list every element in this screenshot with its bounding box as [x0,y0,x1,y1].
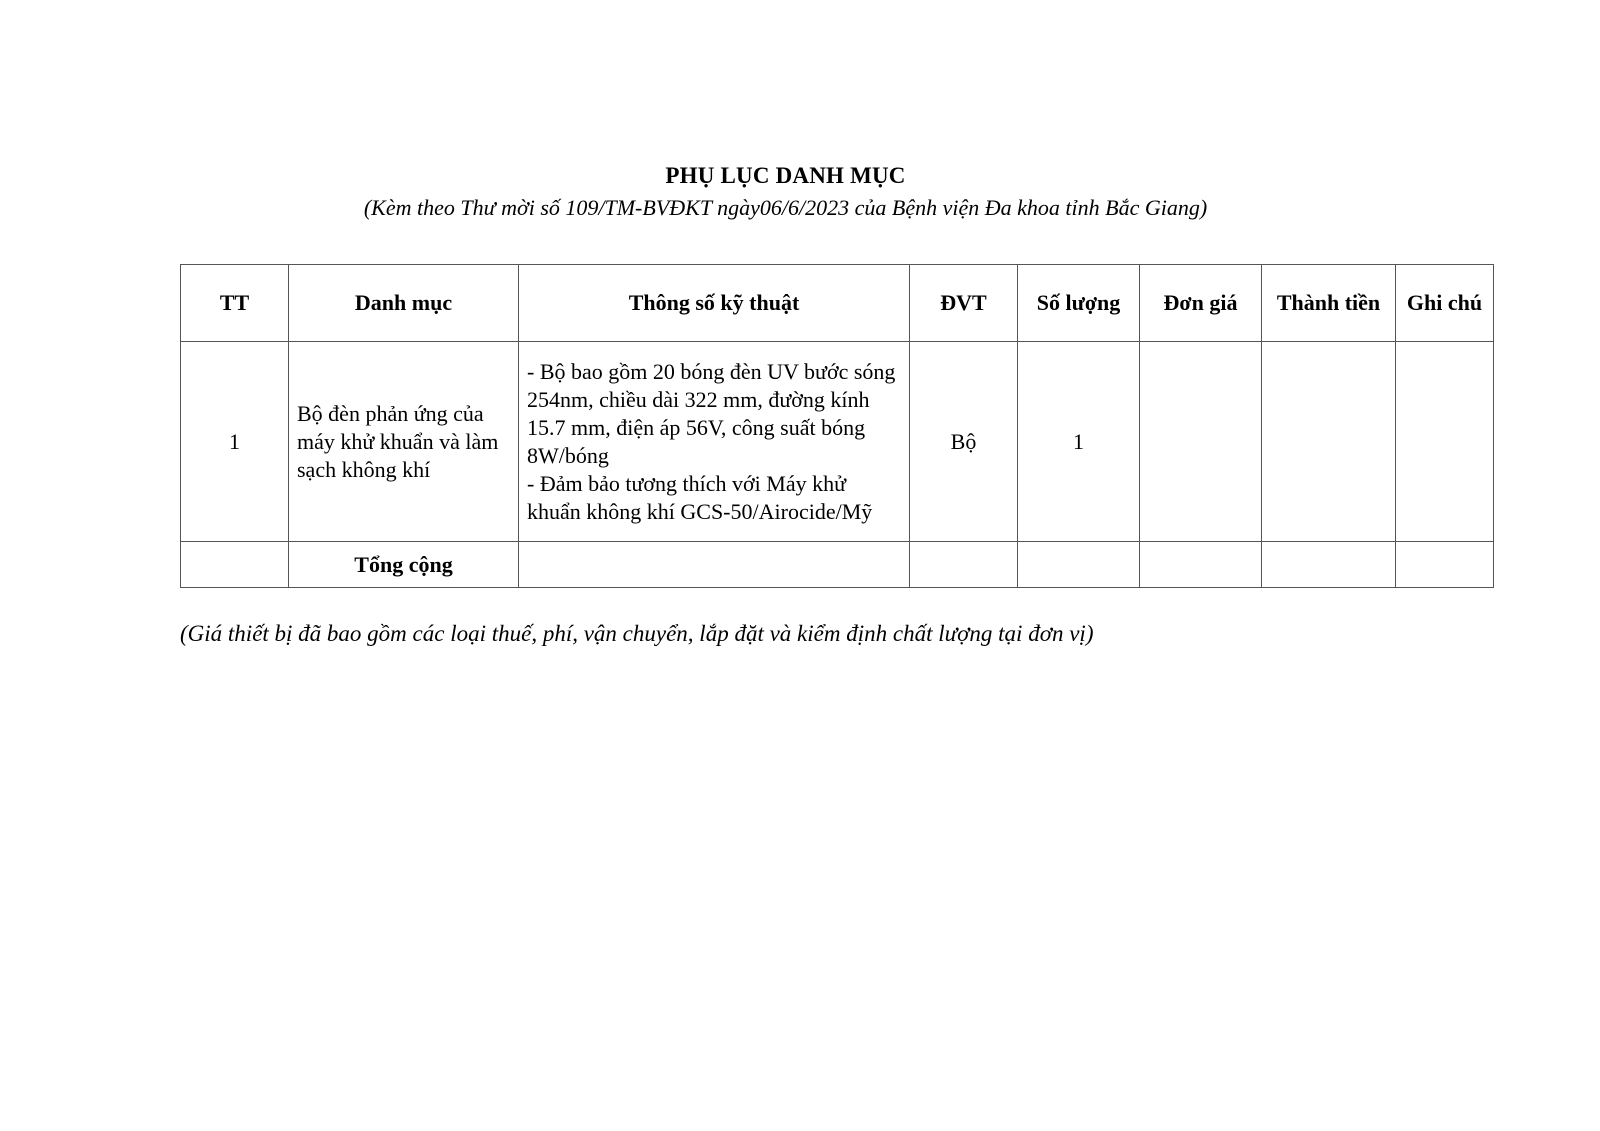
header-thong-so: Thông số kỹ thuật [519,265,910,342]
table-row [181,342,1494,542]
cell-tt: 1 [181,342,289,542]
total-cell-empty [1262,542,1396,588]
total-cell-empty [1018,542,1140,588]
page-subtitle: (Kèm theo Thư mời số 109/TM-BVĐKT ngày06/6/2023 của Bệnh viện Đa khoa tỉnh Bắc Giang) [363,195,1208,220]
header-so-luong: Số lượng [1018,265,1140,342]
cell-thanh-tien [1262,342,1396,542]
spec-line: - Bộ bao gồm 20 bóng đèn UV bước sóng 254nm, chiều dài 322 mm, đường kính 15.7 mm, điện áp 56V, công suất bóng 8W/bóng [527,358,896,468]
total-row [181,542,1494,588]
cell-don-gia [1140,342,1262,542]
cell-thong-so [519,342,910,542]
footnote: (Giá thiết bị đã bao gồm các loại thuế, phí, vận chuyển, lắp đặt và kiểm định chất lượng tại đơn vị) [180,621,1094,646]
total-cell-empty [181,542,289,588]
header-tt: TT [181,265,289,342]
header-thanh-tien: Thành tiền [1262,265,1396,342]
header-ghi-chu: Ghi chú [1396,265,1494,342]
cell-dvt: Bộ [910,342,1018,542]
cell-danh-muc: Bộ đèn phản ứng của máy khử khuẩn và làm sạch không khí [289,342,519,542]
total-label: Tổng cộng [289,542,519,588]
cell-ghi-chu [1396,342,1494,542]
table-header-row [181,265,1494,342]
header-don-gia: Đơn giá [1140,265,1262,342]
header-dvt: ĐVT [910,265,1018,342]
spec-line: - Đảm bảo tương thích với Máy khử khuẩn không khí GCS-50/Airocide/Mỹ [527,470,873,524]
cell-so-luong: 1 [1018,342,1140,542]
total-cell-empty [519,542,910,588]
total-cell-empty [1140,542,1262,588]
total-cell-empty [1396,542,1494,588]
page-title: PHỤ LỤC DANH MỤC [665,163,906,188]
header-danh-muc: Danh mục [289,265,519,342]
catalog-table [180,264,1494,588]
total-cell-empty [910,542,1018,588]
